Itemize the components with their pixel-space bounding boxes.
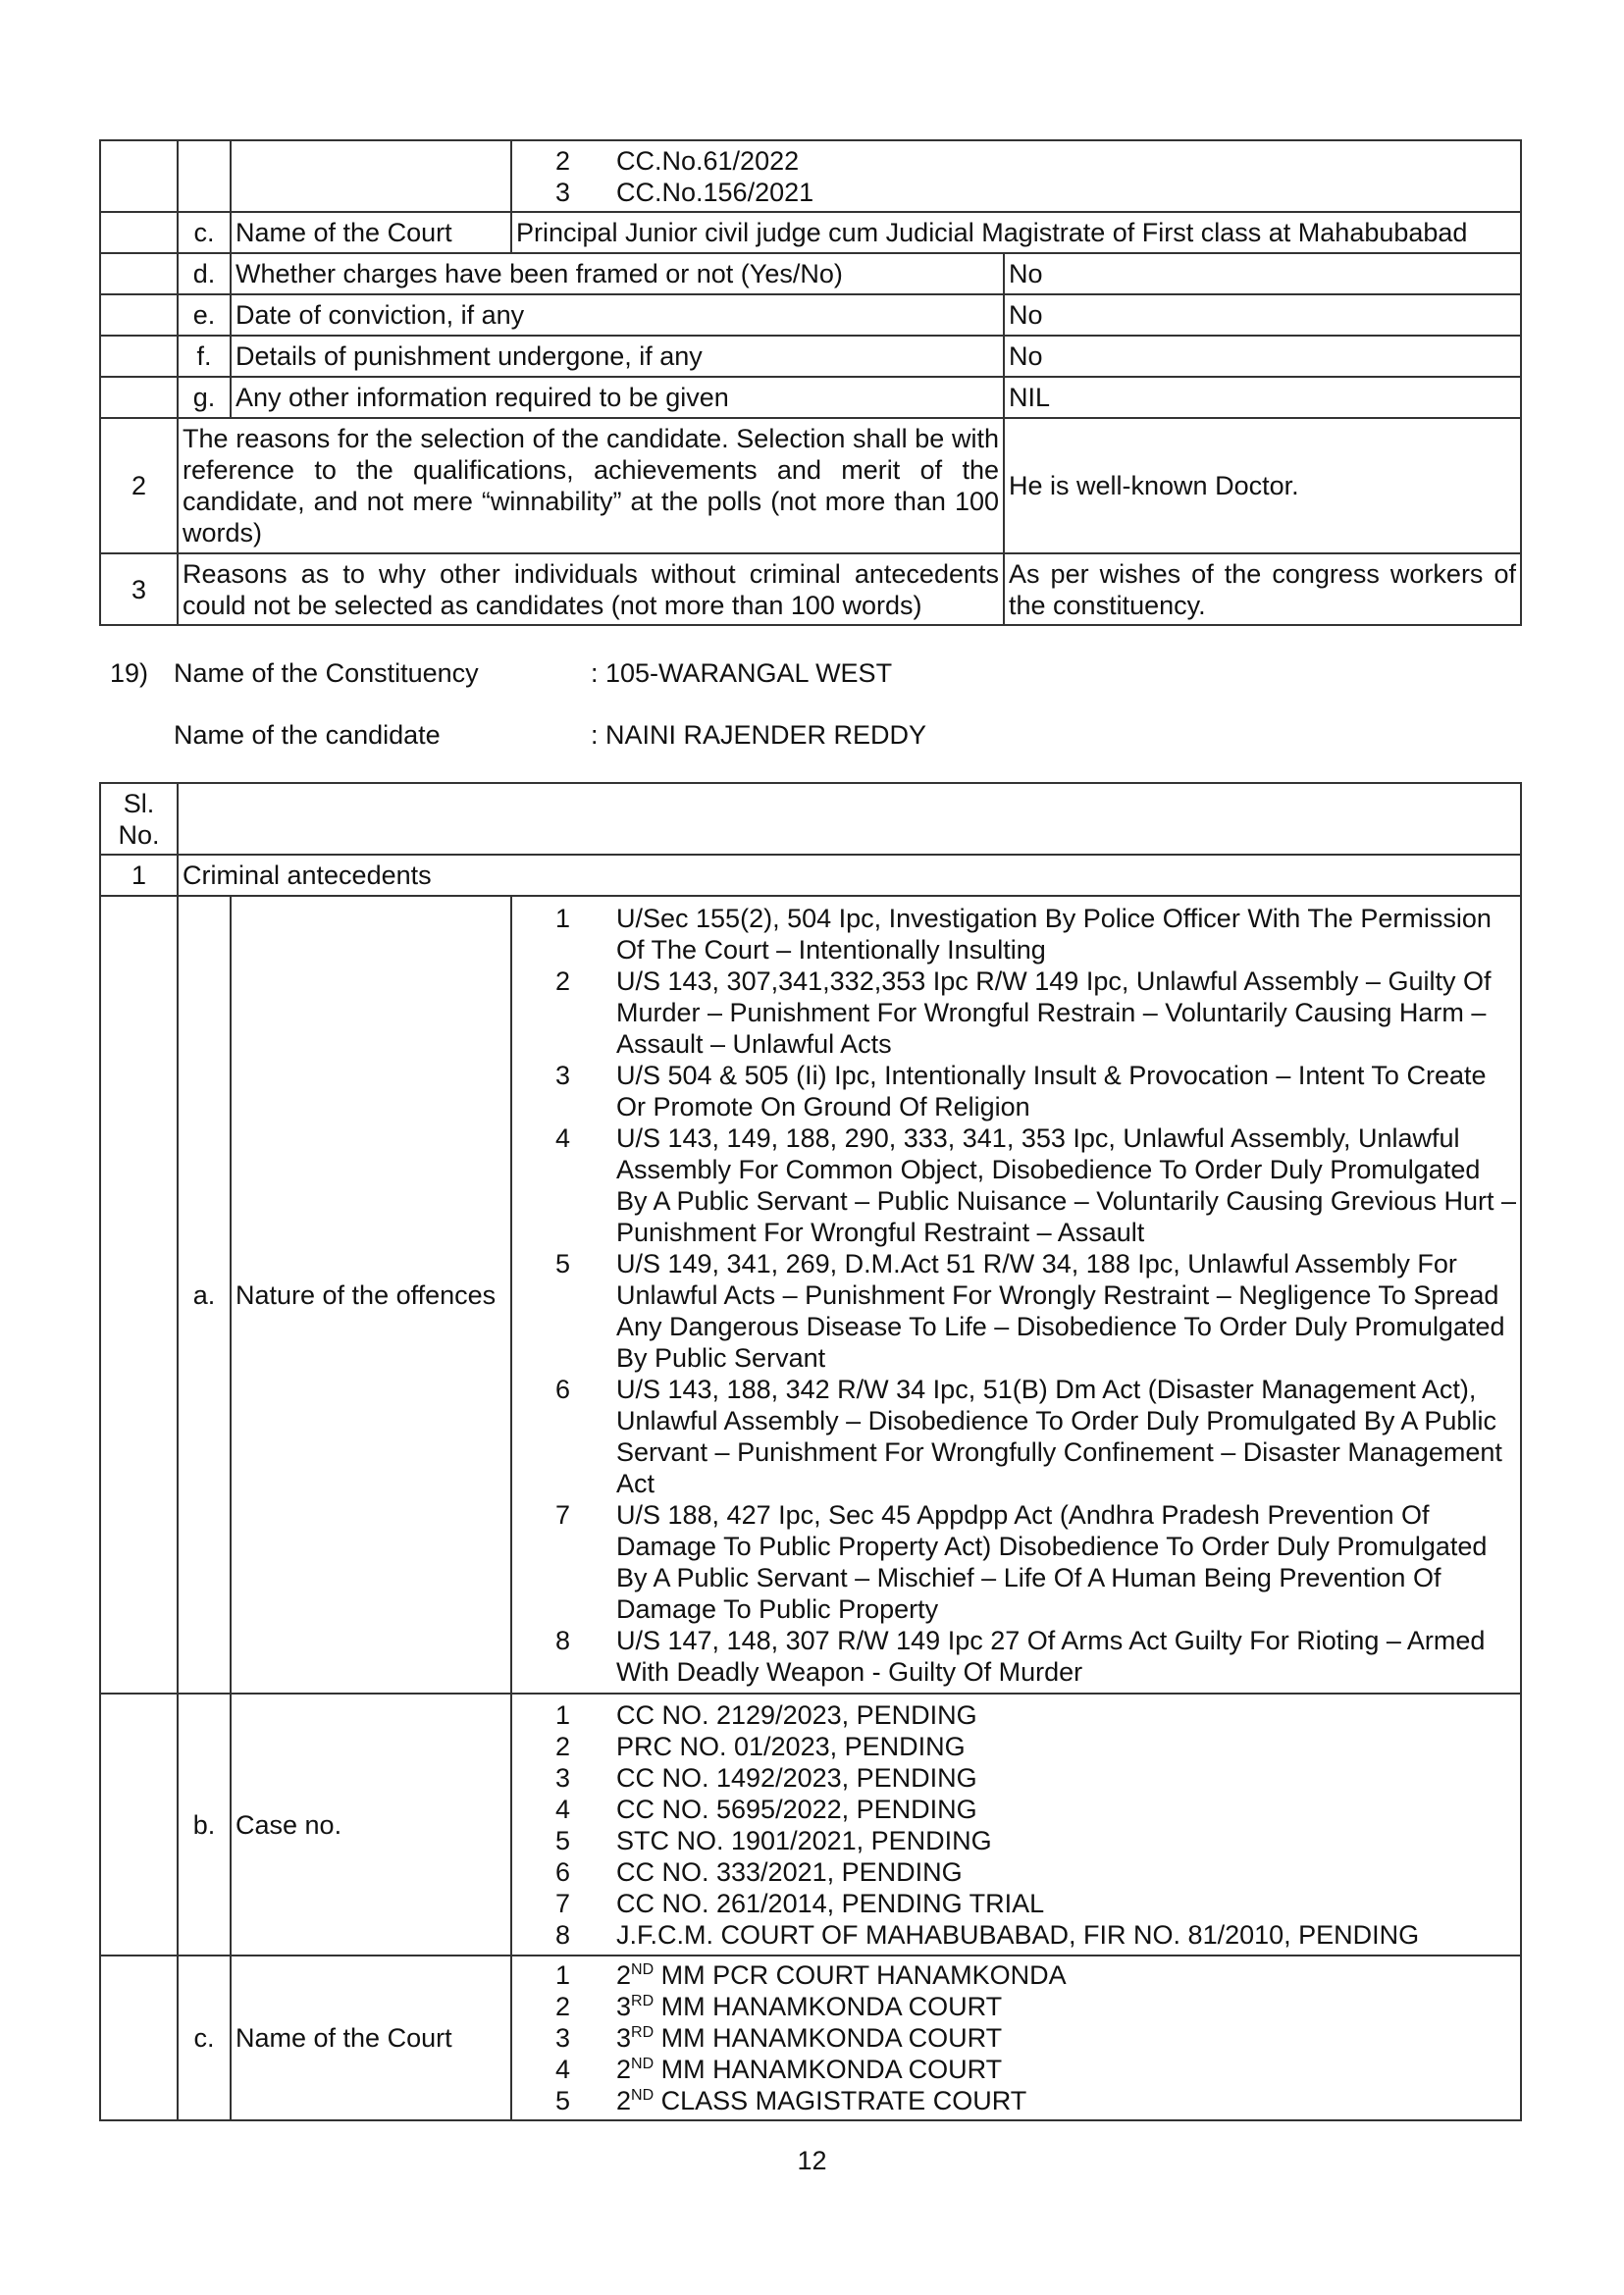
list-item: 6 CC NO. 333/2021, PENDING	[555, 1856, 963, 1887]
list-item: 2 3RD MM HANAMKONDA COURT	[555, 1992, 1003, 2021]
list-item: 4 2ND MM HANAMKONDA COURT	[555, 2055, 1003, 2084]
list-item: 5 2ND CLASS MAGISTRATE COURT	[555, 2086, 1027, 2115]
table-row	[100, 140, 1521, 212]
list-item: 7 CC NO. 261/2014, PENDING TRIAL	[555, 1888, 1045, 1918]
table-row: 3 Reasons as to why other individuals without criminal antecedents could not be selected as candidates (not more than 100 words) As per wishes of the congress workers of the constituency.	[100, 553, 1521, 625]
table-row: c. Name of the Court Principal Junior civil judge cum Judicial Magistrate of First class at Mahabubabad	[100, 212, 1521, 253]
table-row: e. Date of conviction, if any No	[100, 294, 1521, 336]
list-item: 3 CC NO. 1492/2023, PENDING	[555, 1762, 977, 1793]
list-item: 5 U/S 149, 341, 269, D.M.Act 51 R/W 34, 188 Ipc, Unlawful Assembly For Unlawful Acts – Punishment For Wrongly Restraint – Negligence To Spread Any Dangerous Disease To Life – Disobedience To Order Duly Promulgated By Public Servant	[555, 1248, 1505, 1373]
page-number: 12	[797, 2146, 827, 2175]
court-list	[511, 1956, 1521, 2120]
case-number-list	[511, 1694, 1521, 1956]
offences-list	[511, 896, 1521, 1694]
table-row: 2 The reasons for the selection of the candidate. Selection shall be with reference to the qualifications, achievements and merit of the candidate, and not mere “winnability” at the polls (not more than 100 words) He is well-known Doctor.	[100, 418, 1521, 553]
list-item: 7 U/S 188, 427 Ipc, Sec 45 Appdpp Act (Andhra Pradesh Prevention Of Damage To Public Property Act) Disobedience To Order Duly Promulgated By A Public Servant – Mischief – Life Of A Human Being Prevention Of Damage To Public Property	[555, 1499, 1488, 1624]
list-item: 8 U/S 147, 148, 307 R/W 149 Ipc 27 Of Arms Act Guilty For Rioting – Armed With Deadly Weapon - Guilty Of Murder	[555, 1625, 1486, 1687]
criminal-antecedents-table	[99, 782, 1522, 2121]
list-item: 1 U/Sec 155(2), 504 Ipc, Investigation By Police Officer With The Permission Of The Court – Intentionally Insulting	[555, 903, 1492, 965]
list-item: 2 PRC NO. 01/2023, PENDING	[555, 1731, 966, 1761]
table-row: a. Nature of the offences 1 U/Sec 155(2), 504 Ipc, Investigation By Police Officer With The Permission Of The Court – Intentionally Insulting 2 U/S 143, 307,341,332,353 Ipc R/W 149 Ipc, Unlawful Assembly – Guilty Of Murder – Punishment For Wrongful Restrain – Voluntarily Causing Harm – Assault – Unlawful Acts 3 U/S 504 & 505 (Ii) Ipc, Intentionally Insult & Provocation – Intent To Create Or Promote On Ground Of Religion 4 U/S 143, 149, 188, 290, 333, 341, 353 Ipc, Unlawful Assembly, Unlawful Assembly For Common Object, Disobedience To Order Duly Promulgated By A Public Servant – Public Nuisance – Voluntarily Causing Grevious Hurt – Punishment For Wrongful Restraint – Assault 5 U/S 149, 341, 269, D.M.Act 51 R/W 34, 188 Ipc, Unlawful Assembly For Unlawful Acts – Punishment For Wrongly Restraint – Negligence To Spread Any Dangerous Disease To Life – Disobedience To Order Duly Promulgated By Public Servant 6 U/S 143, 188, 342 R/W 34 Ipc, 51(B) Dm Act (Disaster Management Act), Unlawful Assembly – Disobedience To Order Duly Promulgated By A Public Servant – Punishment For Wrongfully Confinement – Disaster Management Act 7 U/S 188, 427 Ipc, Sec 45 Appdpp Act (Andhra Pradesh Prevention Of Damage To Public Property Act) Disobedience To Order Duly Promulgated By A Public Servant – Mischief – Life Of A Human Being Prevention Of Damage To Public Property 8 U/S 147, 148, 307 R/W 149 Ipc 27 Of Arms Act Guilty For Rioting – Armed With Deadly Weapon - Guilty Of Murder	[100, 896, 1521, 1694]
list-item: 4 CC NO. 5695/2022, PENDING	[555, 1794, 977, 1824]
list-item: 6 U/S 143, 188, 342 R/W 34 Ipc, 51(B) Dm Act (Disaster Management Act), Unlawful Assembly – Disobedience To Order Duly Promulgated By A Public Servant – Punishment For Wrongfully Confinement – Disaster Management Act	[555, 1374, 1502, 1498]
list-item: 3 U/S 504 & 505 (Ii) Ipc, Intentionally Insult & Provocation – Intent To Create Or Promote On Ground Of Religion	[555, 1060, 1487, 1121]
list-item: 8 J.F.C.M. COURT OF MAHABUBABAD, FIR NO. 81/2010, PENDING	[555, 1919, 1420, 1950]
table-row: c. Name of the Court 1 2ND MM PCR COURT HANAMKONDA 2 3RD MM HANAMKONDA COURT 3 3RD MM HANAMKONDA COURT 4 2ND MM HANAMKONDA COURT 5 2ND CLASS MAGISTRATE COURT	[100, 1956, 1521, 2120]
criminal-antecedents-table-continued	[99, 139, 1522, 626]
list-item: 5 STC NO. 1901/2021, PENDING	[555, 1825, 992, 1855]
case-list: 2 CC.No.61/2022 3 CC.No.156/2021	[511, 140, 1521, 212]
list-item: 3 3RD MM HANAMKONDA COURT	[555, 2023, 1003, 2053]
table-row: g. Any other information required to be given NIL	[100, 377, 1521, 418]
table-row: f. Details of punishment undergone, if any No	[100, 336, 1521, 377]
list-item: 4 U/S 143, 149, 188, 290, 333, 341, 353 Ipc, Unlawful Assembly, Unlawful Assembly For Common Object, Disobedience To Order Duly Promulgated By A Public Servant – Public Nuisance – Voluntarily Causing Grevious Hurt – Punishment For Wrongful Restraint – Assault	[555, 1122, 1516, 1247]
table-row: 1 Criminal antecedents	[100, 855, 1521, 896]
list-item: 1 2ND MM PCR COURT HANAMKONDA	[555, 1960, 1067, 1990]
list-item: 1 CC NO. 2129/2023, PENDING	[555, 1699, 977, 1730]
document-page: 2 CC.No.61/2022 3 CC.No.156/2021 c. Name of the Court Principal Junior civil judge cum Judicial Magistrate of First class at Mahabubabad d. Whether charges have been framed or not (Yes/No) No e. Date of conviction, if any No f. Details of punishment undergone, if any No g. Any other information required to be given NIL 2 The reasons for the selection of the candidate. Selection shall be with reference to the qualifications, achievements and merit of the candidate, and not mere “winnability” at the polls (not more than 100 words) He is well-known Doctor. 3 Reasons as to why other individuals without criminal antecedents could not be selected as candidates (not more than 100 words) As per wishes of the congress workers of the constituency. 19) Name of the Constituency : 105-WARANGAL WEST Name of the candidate : NAINI RAJENDER REDDY Sl. No. 1 Criminal antecedents a. Nature of the offences 1 U/Sec 155(2), 504 Ipc, Investigation By Police Officer With The Permission Of The Court – Intentionally Insulting 2 U/S 143, 307,341,332,353 Ipc R/W 149 Ipc, Unlawful Assembly – Guilty Of Murder – Punishment For Wrongful Restrain – Voluntarily Causing Harm – Assault – Unlawful Acts 3 U/S 504 & 505 (Ii) Ipc, Intentionally Insult & Provocation – Intent To Create Or Promote On Ground Of Religion 4 U/S 143, 149, 188, 290, 333, 341, 353 Ipc, Unlawful Assembly, Unlawful Assembly For Common Object, Disobedience To Order Duly Promulgated By A Public Servant – Public Nuisance – Voluntarily Causing Grevious Hurt – Punishment For Wrongful Restraint – Assault 5 U/S 149, 341, 269, D.M.Act 51 R/W 34, 188 Ipc, Unlawful Assembly For Unlawful Acts – Punishment For Wrongly Restraint – Negligence To Spread Any Dangerous Disease To Life – Disobedience To Order Duly Promulgated By Public Servant 6 U/S 143, 188, 342 R/W 34 Ipc, 51(B) Dm Act (Disaster Management Act), Unlawful Assembly – Disobedience To Order Duly Promulgated By A Public Servant – Punishment For Wrongfully Confinement – Disaster Management Act 7 U/S 188, 427 Ipc, Sec 45 Appdpp Act (Andhra Pradesh Prevention Of Damage To Public Property Act) Disobedience To Order Duly Promulgated By A Public Servant – Mischief – Life Of A Human Being Prevention Of Damage To Public Property 8 U/S 147, 148, 307 R/W 149 Ipc 27 Of Arms Act Guilty For Rioting – Armed With Deadly Weapon - Guilty Of Murder b. Case no. 1 CC NO. 2129/2023, PENDING 2 PRC NO. 01/2023, PENDING 3 CC NO. 1492/2023, PENDING 4 CC NO. 5695/2022, PENDING 5 STC NO. 1901/2021, PENDING 6 CC NO. 333/2021, PENDING 7 CC NO. 261/2014, PENDING TRIAL 8 J.F.C.M. COURT OF MAHABUBABAD, FIR NO. 81/2010, PENDING c. Name of the Court 1 2ND MM PCR COURT HANAMKONDA 2 3RD MM HANAMKONDA COURT 3 3RD MM HANAMKONDA COURT 4 2ND MM HANAMKONDA COURT 5 2ND CLASS MAGISTRATE COURT 12	[0, 0, 1624, 2295]
table-header-row: Sl. No.	[100, 783, 1521, 855]
table-row: d. Whether charges have been framed or not (Yes/No) No	[100, 253, 1521, 294]
table-row: b. Case no. 1 CC NO. 2129/2023, PENDING 2 PRC NO. 01/2023, PENDING 3 CC NO. 1492/2023, PENDING 4 CC NO. 5695/2022, PENDING 5 STC NO. 1901/2021, PENDING 6 CC NO. 333/2021, PENDING 7 CC NO. 261/2014, PENDING TRIAL 8 J.F.C.M. COURT OF MAHABUBABAD, FIR NO. 81/2010, PENDING	[100, 1694, 1521, 1956]
list-item: 2 U/S 143, 307,341,332,353 Ipc R/W 149 Ipc, Unlawful Assembly – Guilty Of Murder – Punishment For Wrongful Restrain – Voluntarily Causing Harm – Assault – Unlawful Acts	[555, 965, 1492, 1059]
